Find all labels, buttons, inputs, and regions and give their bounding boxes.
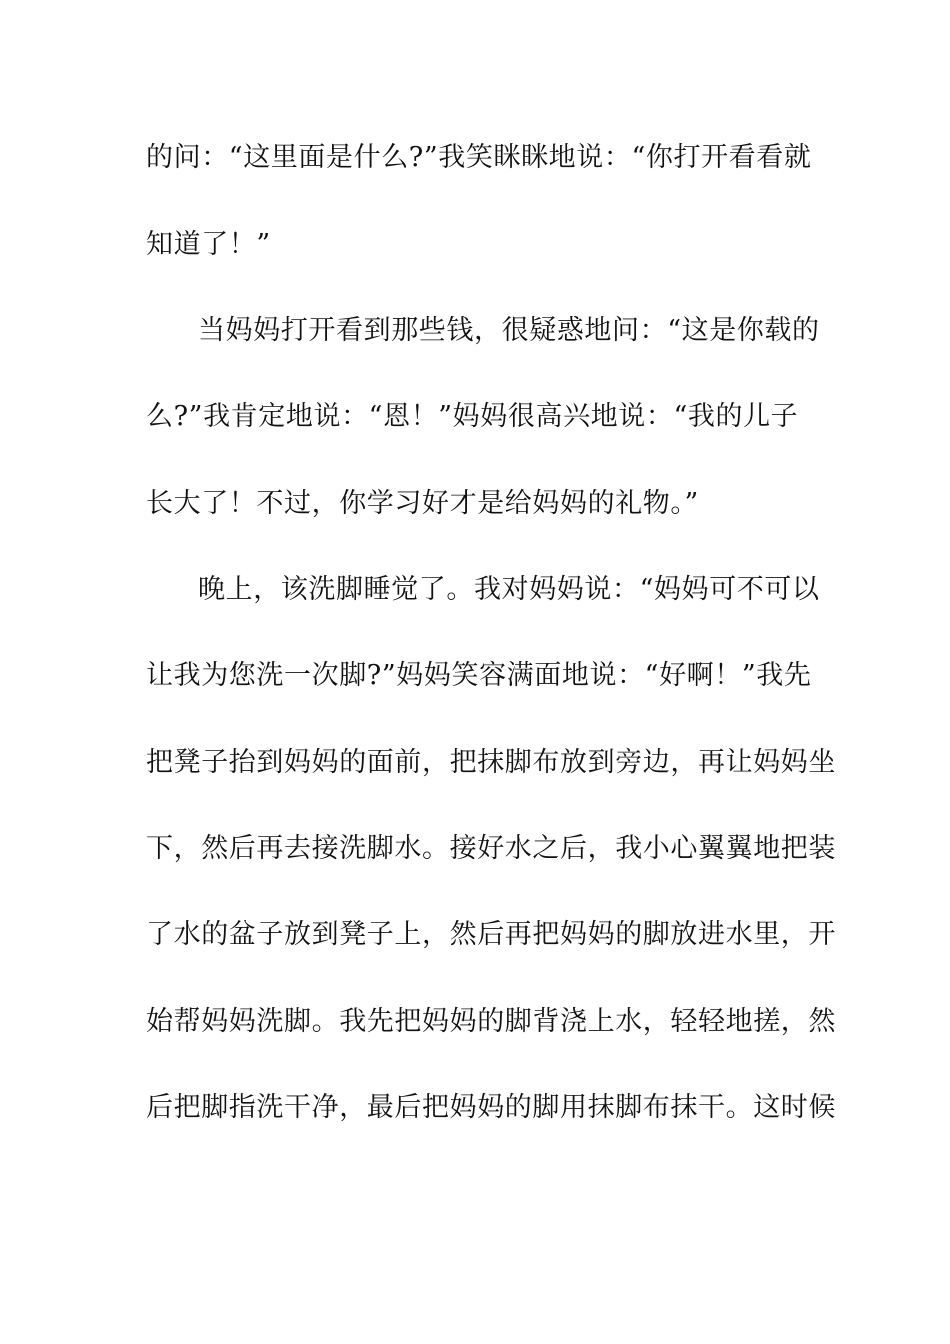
text-line: 让我为您洗一次脚?”妈妈笑容满面地说：“好啊！”我先 [146,660,812,691]
text-line: 长大了！不过，你学习好才是给妈妈的礼物。” [146,488,699,519]
text-line: 的问：“这里面是什么?”我笑眯眯地说：“你打开看看就 [146,142,812,173]
text-line: 么?”我肯定地说：“恩！”妈妈很高兴地说：“我的儿子 [146,401,799,432]
text-line: 后把脚指洗干净，最后把妈妈的脚用抹脚布抹干。这时候 [146,1092,836,1123]
paragraph-start-line: 当妈妈打开看到那些钱，很疑惑地问：“这是你载的 [198,315,820,346]
text-line: 把凳子抬到妈妈的面前，把抹脚布放到旁边，再让妈妈坐 [146,747,836,778]
text-line: 下，然后再去接洗脚水。接好水之后，我小心翼翼地把装 [146,833,836,864]
text-line: 知道了！” [146,229,271,260]
text-line: 了水的盆子放到凳子上，然后再把妈妈的脚放进水里，开 [146,919,836,950]
paragraph-start-line: 晚上，该洗脚睡觉了。我对妈妈说：“妈妈可不可以 [198,574,820,605]
text-line: 始帮妈妈洗脚。我先把妈妈的脚背浇上水，轻轻地搓，然 [146,1006,836,1037]
